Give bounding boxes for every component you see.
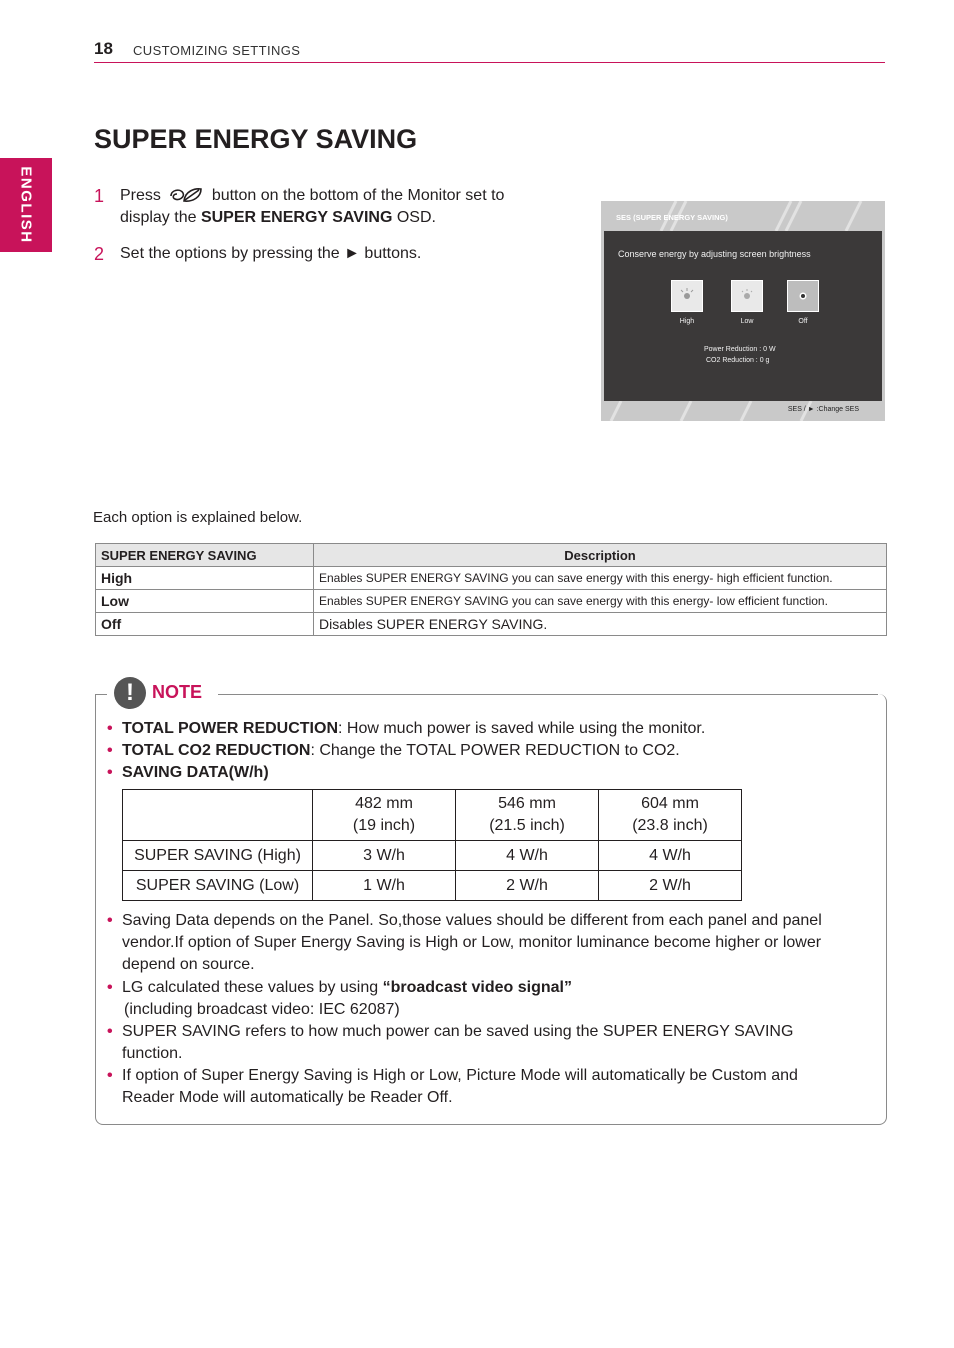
option-description: Enables SUPER ENERGY SAVING you can save energy with this energy- low efficient function.: [314, 590, 887, 613]
bullet-bold: TOTAL POWER REDUCTION: [122, 720, 338, 737]
bullet-bold: “broadcast video signal”: [382, 979, 572, 996]
osd-option-high[interactable]: [671, 280, 703, 312]
bullet-bold: TOTAL CO2 REDUCTION: [122, 742, 311, 759]
brightness-off-icon: [788, 281, 818, 311]
bullet-text: If option of Super Energy Saving is High or Low, Picture Mode will automatically be Custom and: [122, 1067, 798, 1084]
osd-footer-hint: SES / ► :Change SES: [787, 406, 859, 413]
section-title: CUSTOMIZING SETTINGS: [133, 43, 301, 58]
header-rule: [94, 62, 885, 63]
language-label: ENGLISH: [17, 166, 35, 244]
step-text: display the: [120, 209, 201, 226]
option-name: High: [96, 567, 314, 590]
table-cell: 2 W/h: [456, 871, 599, 901]
osd-message: Conserve energy by adjusting screen brightness: [618, 249, 811, 259]
step-text: button on the bottom of the Monitor set to: [211, 187, 505, 204]
bullet-text: Reader Mode will automatically be Reader Off.: [122, 1089, 453, 1106]
step-text: Press: [120, 187, 161, 204]
option-name: Low: [96, 590, 314, 613]
table-header: 482 mm (19 inch): [313, 790, 456, 841]
table-cell: 1 W/h: [313, 871, 456, 901]
saving-data-table: [122, 789, 742, 901]
table-row: [123, 841, 742, 871]
bullet-text: : How much power is saved while using the monitor.: [338, 720, 706, 737]
osd-co2-reduction: CO2 Reduction : 0 g: [706, 357, 770, 364]
table-row: [123, 871, 742, 901]
eco-leaf-icon: [169, 187, 203, 203]
bullet-text: function.: [122, 1045, 183, 1062]
step-bold-text: SUPER ENERGY SAVING: [200, 209, 393, 226]
table-corner: [123, 790, 313, 841]
step-number: 1: [94, 186, 105, 206]
table-row: [96, 590, 887, 613]
step-text: OSD.: [392, 209, 436, 226]
exclamation-icon: !: [114, 677, 146, 709]
osd-power-reduction: Power Reduction : 0 W: [704, 346, 776, 353]
note-border: [95, 694, 107, 695]
table-header: Description: [314, 544, 887, 567]
language-tab: [0, 158, 52, 252]
note-border: [218, 694, 878, 695]
note-label: NOTE: [152, 682, 203, 702]
table-row: [96, 567, 887, 590]
table-header: SUPER ENERGY SAVING: [96, 544, 314, 567]
osd-label-off: Off: [798, 318, 808, 325]
osd-option-low[interactable]: [731, 280, 763, 312]
step-text: Set the options by pressing the ► buttons.: [120, 245, 422, 262]
bullet-text: : Change the TOTAL POWER REDUCTION to CO2.: [310, 742, 680, 759]
option-description: Enables SUPER ENERGY SAVING you can save energy with this energy- high efficient function.: [314, 567, 887, 590]
bullet-text: LG calculated these values by using: [122, 979, 383, 996]
osd-title: SES (SUPER ENERGY SAVING): [616, 213, 728, 222]
brightness-low-icon: [732, 281, 762, 311]
options-table: [95, 543, 887, 636]
table-row: [96, 613, 887, 636]
option-description: Disables SUPER ENERGY SAVING.: [314, 613, 887, 636]
brightness-high-icon: [672, 281, 702, 311]
page-title: SUPER ENERGY SAVING: [94, 124, 418, 154]
table-header-row: [123, 790, 742, 841]
bullet-text: vendor.If option of Super Energy Saving is High or Low, monitor luminance become higher or lower: [122, 934, 822, 951]
table-cell: 2 W/h: [599, 871, 742, 901]
osd-label-high: High: [679, 318, 695, 325]
table-header: 604 mm (23.8 inch): [599, 790, 742, 841]
bullet-text: SUPER SAVING refers to how much power can be saved using the SUPER ENERGY SAVING: [122, 1023, 794, 1040]
bullet-text: Saving Data depends on the Panel. So,those values should be different from each panel and panel: [122, 912, 822, 929]
osd-label-low: Low: [740, 318, 754, 325]
row-label: SUPER SAVING (Low): [123, 871, 313, 901]
table-header-row: [96, 544, 887, 567]
page-number: 18: [94, 39, 113, 58]
row-label: SUPER SAVING (High): [123, 841, 313, 871]
osd-screenshot: [601, 201, 885, 421]
osd-option-off[interactable]: [787, 280, 819, 312]
intro-text: Each option is explained below.: [93, 509, 303, 526]
bullet-text: (including broadcast video: IEC 62087): [124, 1001, 400, 1018]
option-name: Off: [96, 613, 314, 636]
osd-panel: [604, 231, 882, 401]
table-cell: 3 W/h: [313, 841, 456, 871]
bullet-bold: SAVING DATA(W/h): [122, 764, 269, 781]
table-cell: 4 W/h: [456, 841, 599, 871]
bullet-text: depend on source.: [122, 956, 255, 973]
table-cell: 4 W/h: [599, 841, 742, 871]
step-number: 2: [94, 244, 105, 264]
table-header: 546 mm (21.5 inch): [456, 790, 599, 841]
